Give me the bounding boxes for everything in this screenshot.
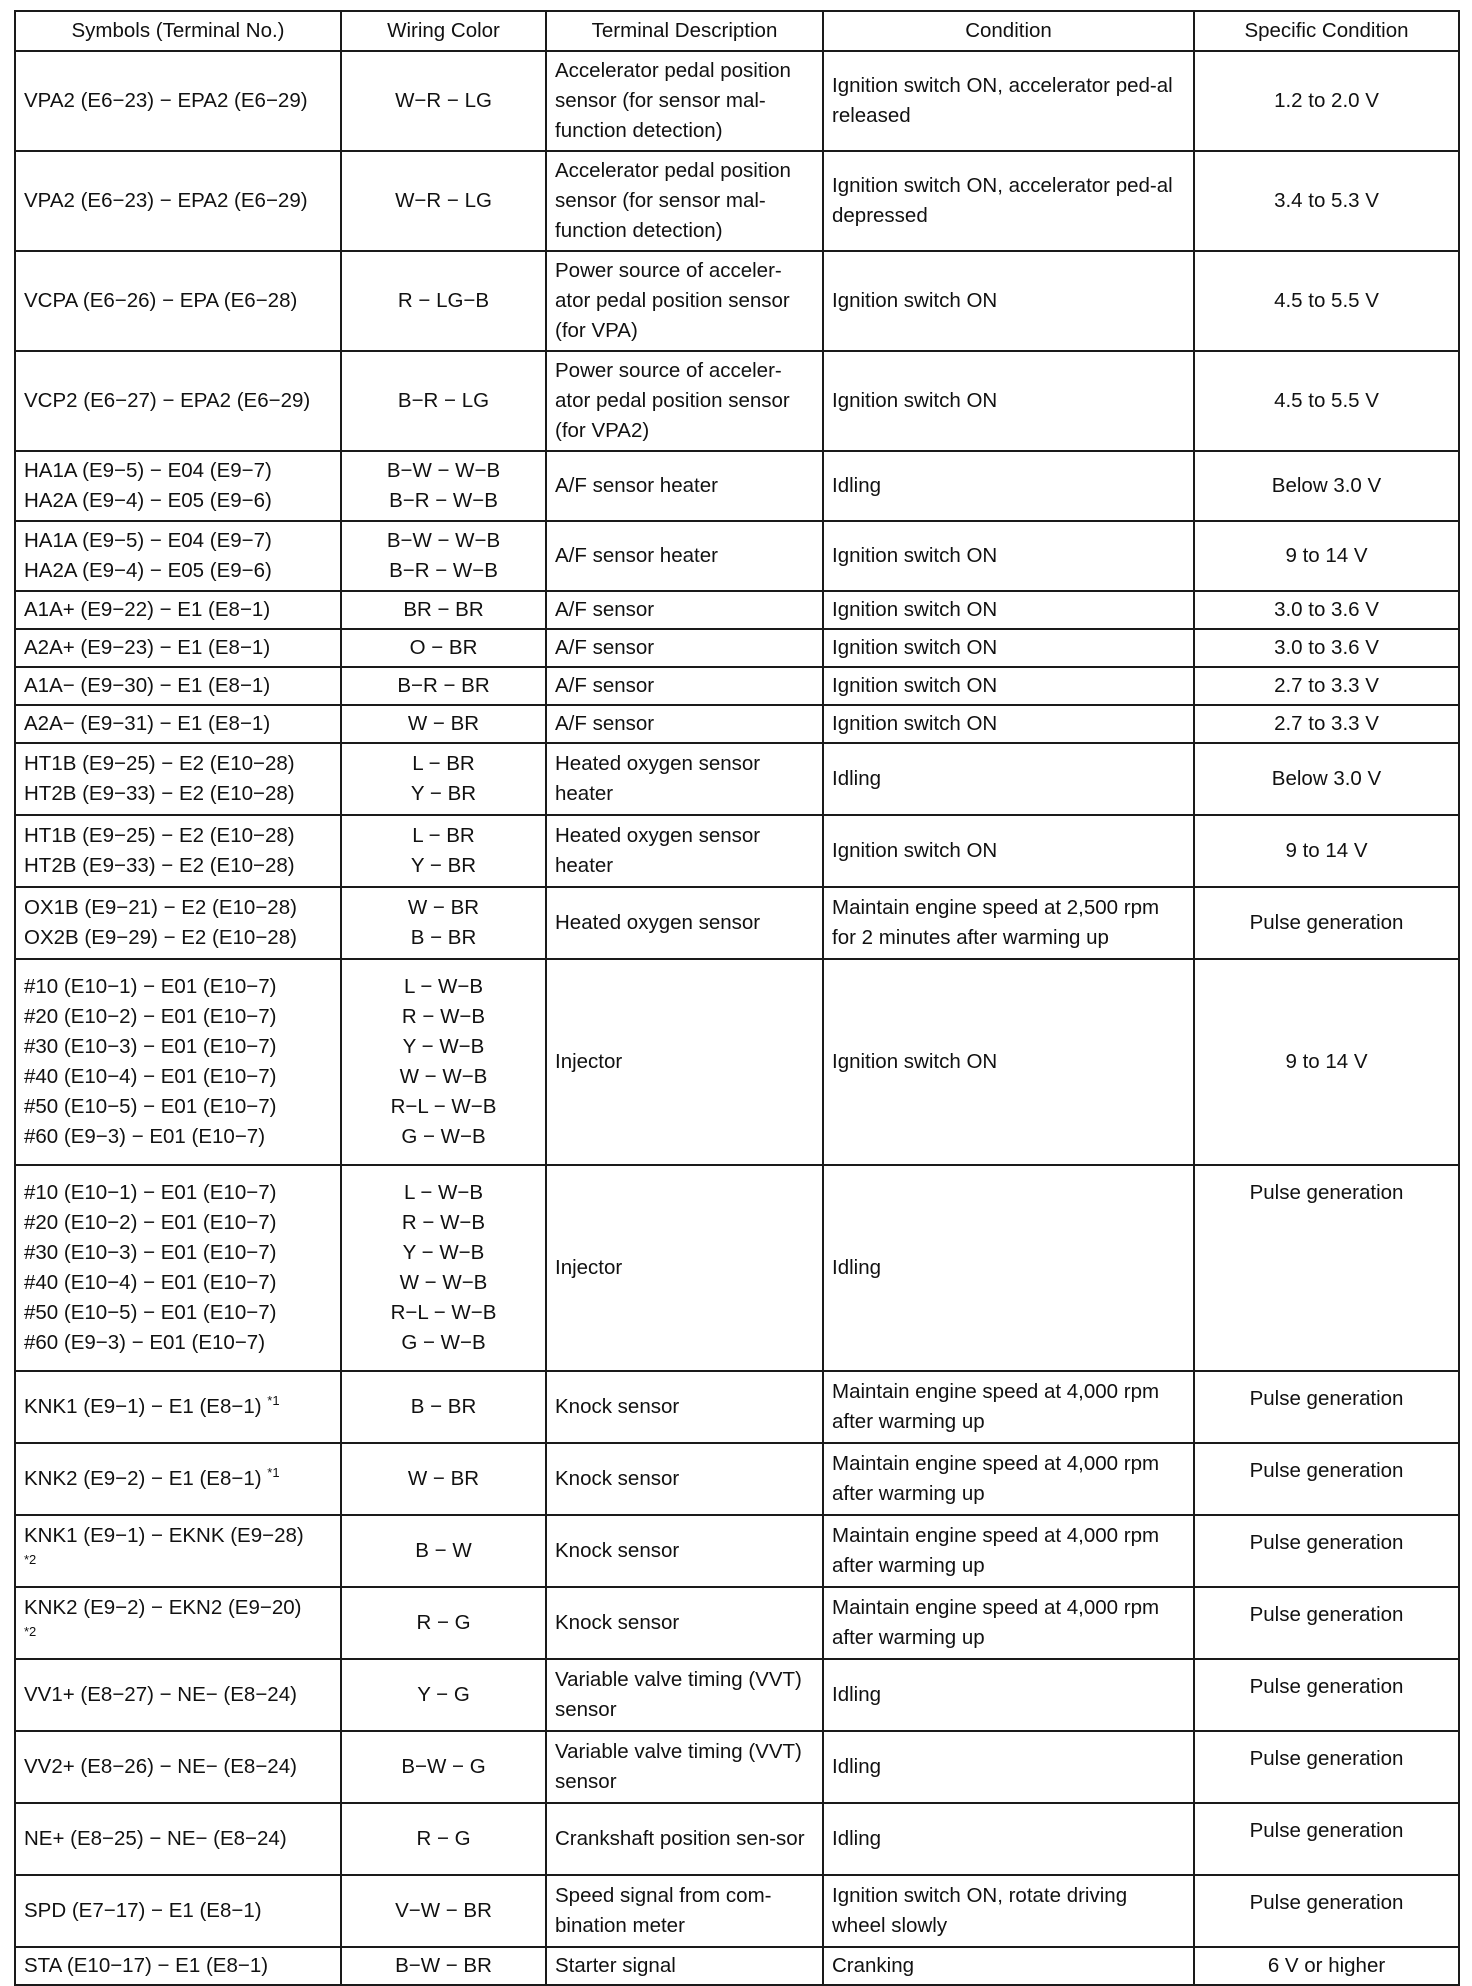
cell-symbols — [15, 1803, 341, 1875]
cell-specific-condition: 2.7 to 3.3 V — [1194, 705, 1459, 743]
cell-wiring-color — [341, 591, 546, 629]
wiring-line: B − W — [415, 1539, 472, 1562]
symbol-line: HT1B (E9−25) − E2 (E10−28) — [24, 752, 295, 775]
cell-condition: Ignition switch ON — [823, 629, 1194, 667]
cell-specific-condition: Pulse generation — [1194, 1875, 1459, 1947]
cell-terminal-description: Variable valve timing (VVT) sensor — [546, 1659, 823, 1731]
symbol-line: OX1B (E9−21) − E2 (E10−28) — [24, 896, 297, 919]
table-header-row — [15, 11, 1459, 51]
cell-specific-condition: Pulse generation — [1194, 1515, 1459, 1587]
cell-specific-condition: Pulse generation — [1194, 1731, 1459, 1803]
cell-wiring-color — [341, 1803, 546, 1875]
symbol-line: SPD (E7−17) − E1 (E8−1) — [24, 1899, 262, 1922]
wiring-line: B−R − LG — [397, 389, 490, 412]
symbol-line: VV1+ (E8−27) − NE− (E8−24) — [24, 1683, 297, 1706]
cell-condition: Idling — [823, 1165, 1194, 1371]
cell-condition: Ignition switch ON — [823, 959, 1194, 1165]
wiring-line: L − W−B — [404, 975, 483, 998]
cell-wiring-color — [341, 1875, 546, 1947]
cell-wiring-color — [341, 1947, 546, 1985]
wiring-line: Y − BR — [410, 854, 477, 877]
cell-symbols — [15, 1875, 341, 1947]
cell-symbols — [15, 1731, 341, 1803]
terminal-table-sheet — [14, 10, 1458, 1986]
cell-specific-condition: Pulse generation — [1194, 1371, 1459, 1443]
footnote-line — [24, 1623, 332, 1653]
table-row — [15, 351, 1459, 451]
cell-specific-condition: Pulse generation — [1194, 1803, 1459, 1875]
wiring-line: W−R − LG — [395, 89, 492, 112]
symbol-line: A2A+ (E9−23) − E1 (E8−1) — [24, 636, 271, 659]
cell-specific-condition: Below 3.0 V — [1194, 743, 1459, 815]
footnote-mark: *1 — [267, 1465, 280, 1481]
cell-specific-condition: 9 to 14 V — [1194, 959, 1459, 1165]
cell-wiring-color — [341, 1731, 546, 1803]
wiring-line: G − W−B — [401, 1331, 486, 1354]
cell-wiring-color — [341, 887, 546, 959]
table-row — [15, 959, 1459, 1165]
cell-terminal-description: Variable valve timing (VVT) sensor — [546, 1731, 823, 1803]
cell-specific-condition: Pulse generation — [1194, 1165, 1459, 1371]
symbol-line: KNK2 (E9−2) − E1 (E8−1) — [24, 1467, 262, 1490]
table-row — [15, 521, 1459, 591]
cell-symbols — [15, 521, 341, 591]
cell-wiring-color — [341, 1659, 546, 1731]
cell-symbols — [15, 251, 341, 351]
wiring-line: W − BR — [407, 896, 480, 919]
table-row — [15, 1443, 1459, 1515]
table-row — [15, 743, 1459, 815]
symbol-line: HA2A (E9−4) − E05 (E9−6) — [24, 489, 272, 512]
table-row — [15, 1947, 1459, 1985]
cell-terminal-description: A/F sensor — [546, 667, 823, 705]
wiring-line: R − G — [416, 1611, 471, 1634]
wiring-line: R − W−B — [401, 1005, 486, 1028]
footnote-mark: *2 — [24, 1552, 37, 1568]
wiring-line: L − W−B — [404, 1181, 483, 1204]
wiring-line: R − W−B — [401, 1211, 486, 1234]
symbol-line: #50 (E10−5) − E01 (E10−7) — [24, 1095, 277, 1118]
table-row — [15, 629, 1459, 667]
symbol-line: #40 (E10−4) − E01 (E10−7) — [24, 1271, 277, 1294]
cell-specific-condition: 2.7 to 3.3 V — [1194, 667, 1459, 705]
footnote-line — [24, 1551, 332, 1581]
symbol-line: OX2B (E9−29) − E2 (E10−28) — [24, 926, 297, 949]
symbol-line: VCP2 (E6−27) − EPA2 (E6−29) — [24, 389, 311, 412]
cell-symbols — [15, 667, 341, 705]
cell-wiring-color — [341, 1371, 546, 1443]
cell-condition: Ignition switch ON, rotate driving wheel slowly — [823, 1875, 1194, 1947]
cell-wiring-color — [341, 251, 546, 351]
symbol-line: A1A− (E9−30) − E1 (E8−1) — [24, 674, 271, 697]
wiring-line: W − BR — [407, 1467, 480, 1490]
cell-condition: Idling — [823, 1659, 1194, 1731]
header-condition: Condition — [823, 11, 1194, 51]
cell-terminal-description: A/F sensor — [546, 629, 823, 667]
cell-terminal-description: Crankshaft position sen-sor — [546, 1803, 823, 1875]
wiring-line: R − LG−B — [397, 289, 490, 312]
table-row — [15, 887, 1459, 959]
cell-wiring-color — [341, 667, 546, 705]
cell-terminal-description: Knock sensor — [546, 1515, 823, 1587]
wiring-line: B−W − BR — [395, 1954, 492, 1977]
symbol-line: STA (E10−17) − E1 (E8−1) — [24, 1954, 269, 1977]
cell-wiring-color — [341, 629, 546, 667]
cell-condition: Maintain engine speed at 4,000 rpm after warming up — [823, 1371, 1194, 1443]
symbol-line: A1A+ (E9−22) − E1 (E8−1) — [24, 598, 271, 621]
cell-symbols — [15, 743, 341, 815]
cell-symbols — [15, 1371, 341, 1443]
cell-terminal-description: Power source of acceler-ator pedal position sensor (for VPA) — [546, 251, 823, 351]
header-terminal-description: Terminal Description — [546, 11, 823, 51]
table-row — [15, 1371, 1459, 1443]
symbol-line: #20 (E10−2) − E01 (E10−7) — [24, 1005, 277, 1028]
table-row — [15, 705, 1459, 743]
wiring-line: B−R − W−B — [389, 559, 498, 582]
cell-specific-condition: 6 V or higher — [1194, 1947, 1459, 1985]
wiring-line: L − BR — [412, 752, 475, 775]
wiring-line: B − BR — [410, 926, 477, 949]
cell-symbols — [15, 1515, 341, 1587]
wiring-line: R−L − W−B — [390, 1301, 497, 1324]
wiring-line: L − BR — [412, 824, 475, 847]
symbol-line: HT2B (E9−33) − E2 (E10−28) — [24, 854, 295, 877]
wiring-line: Y − G — [417, 1683, 470, 1706]
cell-condition: Idling — [823, 1803, 1194, 1875]
cell-condition: Ignition switch ON — [823, 251, 1194, 351]
wiring-line: O − BR — [409, 636, 478, 659]
table-row — [15, 451, 1459, 521]
cell-terminal-description: Accelerator pedal position sensor (for sensor mal-function detection) — [546, 51, 823, 151]
cell-wiring-color — [341, 351, 546, 451]
cell-specific-condition: 1.2 to 2.0 V — [1194, 51, 1459, 151]
table-row — [15, 251, 1459, 351]
cell-terminal-description: Power source of acceler-ator pedal position sensor (for VPA2) — [546, 351, 823, 451]
table-body — [15, 51, 1459, 1985]
header-wiring-color: Wiring Color — [341, 11, 546, 51]
cell-condition: Idling — [823, 451, 1194, 521]
wiring-line: B−R − W−B — [389, 489, 498, 512]
cell-terminal-description: Heated oxygen sensor heater — [546, 815, 823, 887]
cell-terminal-description: Injector — [546, 1165, 823, 1371]
header-symbols: Symbols (Terminal No.) — [15, 11, 341, 51]
cell-condition: Cranking — [823, 1947, 1194, 1985]
cell-symbols — [15, 1165, 341, 1371]
wiring-line: R − G — [416, 1827, 471, 1850]
cell-wiring-color — [341, 705, 546, 743]
wiring-line: W − W−B — [399, 1271, 488, 1294]
symbol-line: #40 (E10−4) − E01 (E10−7) — [24, 1065, 277, 1088]
symbol-line: KNK2 (E9−2) − EKN2 (E9−20) — [24, 1596, 302, 1619]
symbol-line: HA1A (E9−5) − E04 (E9−7) — [24, 529, 272, 552]
cell-terminal-description: Speed signal from com-bination meter — [546, 1875, 823, 1947]
cell-specific-condition: 3.0 to 3.6 V — [1194, 591, 1459, 629]
table-row — [15, 1803, 1459, 1875]
cell-wiring-color — [341, 1587, 546, 1659]
wiring-line: V−W − BR — [395, 1899, 492, 1922]
table-row — [15, 1875, 1459, 1947]
cell-specific-condition: 9 to 14 V — [1194, 521, 1459, 591]
symbol-line: NE+ (E8−25) − NE− (E8−24) — [24, 1827, 287, 1850]
cell-terminal-description: Injector — [546, 959, 823, 1165]
symbol-line: #10 (E10−1) − E01 (E10−7) — [24, 1181, 277, 1204]
table-row — [15, 815, 1459, 887]
cell-wiring-color — [341, 1165, 546, 1371]
wiring-line: B−W − W−B — [386, 459, 501, 482]
symbol-line: #20 (E10−2) − E01 (E10−7) — [24, 1211, 277, 1234]
cell-condition: Ignition switch ON — [823, 521, 1194, 591]
wiring-line: W − BR — [407, 712, 480, 735]
wiring-line: B − BR — [410, 1395, 477, 1418]
cell-condition: Ignition switch ON, accelerator ped-al released — [823, 51, 1194, 151]
symbol-line: HA2A (E9−4) − E05 (E9−6) — [24, 559, 272, 582]
symbol-line: VPA2 (E6−23) − EPA2 (E6−29) — [24, 189, 308, 212]
cell-condition: Ignition switch ON — [823, 705, 1194, 743]
wiring-line: B−R − BR — [397, 674, 490, 697]
cell-terminal-description: Knock sensor — [546, 1587, 823, 1659]
cell-terminal-description: Starter signal — [546, 1947, 823, 1985]
cell-symbols — [15, 351, 341, 451]
table-row — [15, 591, 1459, 629]
table-row — [15, 667, 1459, 705]
cell-terminal-description: A/F sensor — [546, 591, 823, 629]
cell-terminal-description: Heated oxygen sensor heater — [546, 743, 823, 815]
symbol-line: VCPA (E6−26) − EPA (E6−28) — [24, 289, 298, 312]
header-specific-condition: Specific Condition — [1194, 11, 1459, 51]
wiring-line: Y − W−B — [402, 1035, 485, 1058]
cell-wiring-color — [341, 521, 546, 591]
cell-condition: Maintain engine speed at 4,000 rpm after warming up — [823, 1443, 1194, 1515]
wiring-line: W − W−B — [399, 1065, 488, 1088]
table-row — [15, 1731, 1459, 1803]
footnote-mark: *2 — [24, 1624, 37, 1640]
symbol-line: VV2+ (E8−26) − NE− (E8−24) — [24, 1755, 297, 1778]
wiring-line: G − W−B — [401, 1125, 486, 1148]
cell-symbols — [15, 1443, 341, 1515]
cell-specific-condition: Below 3.0 V — [1194, 451, 1459, 521]
symbol-line: #30 (E10−3) − E01 (E10−7) — [24, 1035, 277, 1058]
cell-wiring-color — [341, 959, 546, 1165]
cell-terminal-description: A/F sensor heater — [546, 521, 823, 591]
cell-terminal-description: A/F sensor heater — [546, 451, 823, 521]
wiring-line: R−L − W−B — [390, 1095, 497, 1118]
cell-condition: Ignition switch ON — [823, 591, 1194, 629]
cell-symbols — [15, 1587, 341, 1659]
symbol-line: #60 (E9−3) − E01 (E10−7) — [24, 1125, 266, 1148]
cell-terminal-description: Heated oxygen sensor — [546, 887, 823, 959]
cell-specific-condition: Pulse generation — [1194, 1587, 1459, 1659]
cell-specific-condition: Pulse generation — [1194, 1443, 1459, 1515]
wiring-line: BR − BR — [403, 598, 484, 621]
symbol-line: VPA2 (E6−23) − EPA2 (E6−29) — [24, 89, 308, 112]
cell-wiring-color — [341, 743, 546, 815]
cell-symbols — [15, 887, 341, 959]
cell-specific-condition: Pulse generation — [1194, 1659, 1459, 1731]
wiring-line: Y − W−B — [402, 1241, 485, 1264]
table-row — [15, 1515, 1459, 1587]
cell-symbols — [15, 705, 341, 743]
symbol-line: KNK1 (E9−1) − E1 (E8−1) — [24, 1395, 262, 1418]
cell-wiring-color — [341, 451, 546, 521]
cell-terminal-description: Accelerator pedal position sensor (for sensor mal-function detection) — [546, 151, 823, 251]
cell-wiring-color — [341, 1515, 546, 1587]
cell-terminal-description: Knock sensor — [546, 1443, 823, 1515]
cell-symbols — [15, 591, 341, 629]
cell-terminal-description: Knock sensor — [546, 1371, 823, 1443]
cell-condition: Ignition switch ON — [823, 815, 1194, 887]
table-row — [15, 1165, 1459, 1371]
cell-symbols — [15, 1659, 341, 1731]
cell-wiring-color — [341, 51, 546, 151]
cell-specific-condition: Pulse generation — [1194, 887, 1459, 959]
table-row — [15, 51, 1459, 151]
cell-condition: Maintain engine speed at 2,500 rpm for 2 minutes after warming up — [823, 887, 1194, 959]
cell-wiring-color — [341, 151, 546, 251]
terminal-voltage-table — [14, 10, 1460, 1986]
cell-specific-condition: 3.4 to 5.3 V — [1194, 151, 1459, 251]
wiring-line: W−R − LG — [395, 189, 492, 212]
symbol-line: #10 (E10−1) − E01 (E10−7) — [24, 975, 277, 998]
cell-terminal-description: A/F sensor — [546, 705, 823, 743]
cell-symbols — [15, 51, 341, 151]
wiring-line: Y − BR — [410, 782, 477, 805]
cell-specific-condition: 4.5 to 5.5 V — [1194, 351, 1459, 451]
symbol-line: HA1A (E9−5) − E04 (E9−7) — [24, 459, 272, 482]
cell-wiring-color — [341, 1443, 546, 1515]
table-row — [15, 1659, 1459, 1731]
cell-wiring-color — [341, 815, 546, 887]
cell-condition: Maintain engine speed at 4,000 rpm after warming up — [823, 1587, 1194, 1659]
cell-condition: Idling — [823, 1731, 1194, 1803]
wiring-line: B−W − W−B — [386, 529, 501, 552]
cell-symbols — [15, 1947, 341, 1985]
table-row — [15, 1587, 1459, 1659]
cell-specific-condition: 4.5 to 5.5 V — [1194, 251, 1459, 351]
cell-symbols — [15, 815, 341, 887]
cell-condition: Ignition switch ON, accelerator ped-al depressed — [823, 151, 1194, 251]
symbol-line: HT2B (E9−33) − E2 (E10−28) — [24, 782, 295, 805]
symbol-line: A2A− (E9−31) − E1 (E8−1) — [24, 712, 271, 735]
cell-specific-condition: 9 to 14 V — [1194, 815, 1459, 887]
cell-condition: Ignition switch ON — [823, 667, 1194, 705]
wiring-line: B−W − G — [401, 1755, 486, 1778]
table-row — [15, 151, 1459, 251]
cell-specific-condition: 3.0 to 3.6 V — [1194, 629, 1459, 667]
cell-condition: Maintain engine speed at 4,000 rpm after warming up — [823, 1515, 1194, 1587]
symbol-line: #60 (E9−3) − E01 (E10−7) — [24, 1331, 266, 1354]
cell-symbols — [15, 959, 341, 1165]
cell-condition: Idling — [823, 743, 1194, 815]
cell-symbols — [15, 629, 341, 667]
symbol-line: HT1B (E9−25) − E2 (E10−28) — [24, 824, 295, 847]
symbol-line: KNK1 (E9−1) − EKNK (E9−28) — [24, 1524, 304, 1547]
symbol-line: #50 (E10−5) − E01 (E10−7) — [24, 1301, 277, 1324]
footnote-mark: *1 — [267, 1393, 280, 1409]
cell-symbols — [15, 451, 341, 521]
cell-symbols — [15, 151, 341, 251]
symbol-line: #30 (E10−3) − E01 (E10−7) — [24, 1241, 277, 1264]
cell-condition: Ignition switch ON — [823, 351, 1194, 451]
